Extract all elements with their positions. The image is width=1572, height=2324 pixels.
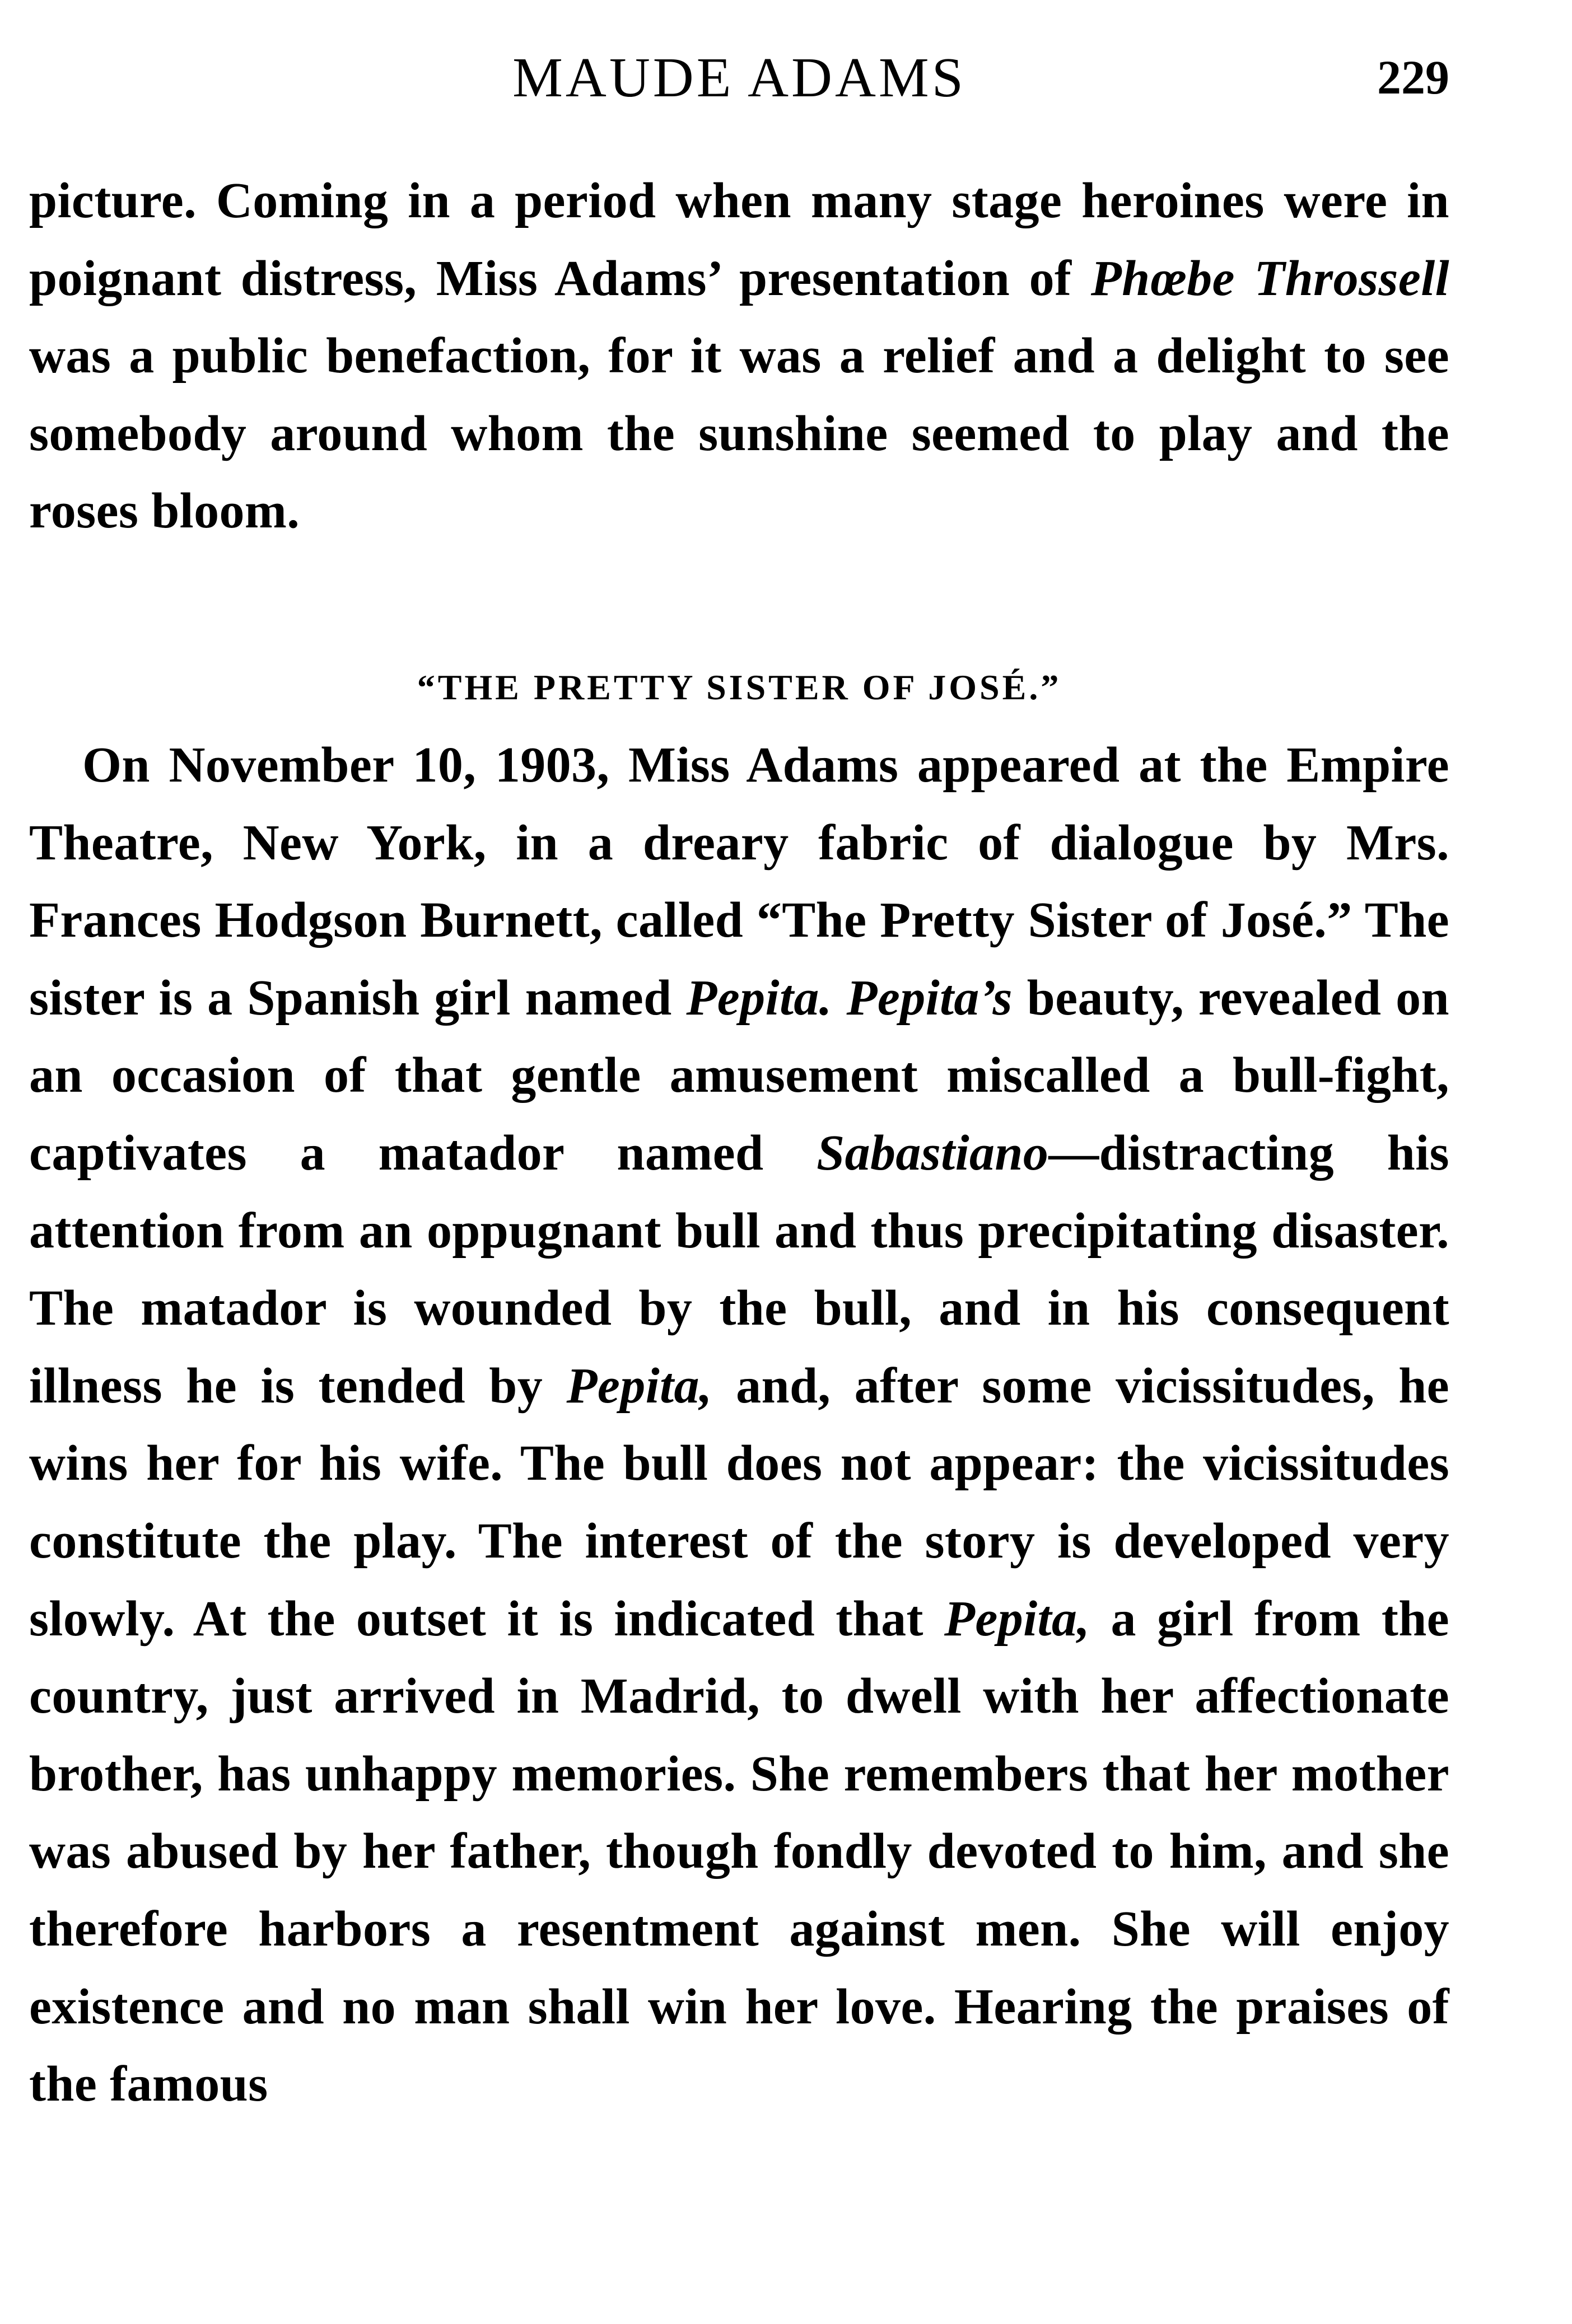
paragraph-2-text-3: beauty, revealed on an occasion of that gentle amusement miscalled a bull-fight, captivates a matador named xyxy=(29,970,1449,1181)
paragraph-1-text-1: picture. Coming in a period when many stage heroines were in poignant distress, Miss Adams’ presentation of xyxy=(29,173,1449,306)
paragraph-2-text-6: a girl from the country, just arrived in Madrid, to dwell with her affectionate brother, has unhappy memories. She remembers that her mother was abused by her father, though fondly devoted to him, and she therefore harbors a resentment against men. She will enjoy existence and no man shall win her love. Hearing the praises of the famous xyxy=(29,1591,1449,2112)
paragraph-2-italic-sabastiano: Sabastiano xyxy=(817,1125,1049,1181)
paragraph-2 xyxy=(29,727,1449,2124)
paragraph-2-italic-pepitas: Pepita’s xyxy=(846,970,1013,1026)
paragraph-2-text-1: On November 10, 1903, Miss Adams appeared at the Empire Theatre, New York, in a dreary fabric of dialogue by Mrs. Frances Hodgson Burnett, called “The Pretty Sister of José.” The sister is a Spanish girl named xyxy=(29,737,1449,1026)
paragraph-2-text-2 xyxy=(832,970,847,1026)
running-head xyxy=(29,44,1449,111)
paragraph-2-italic-pepita-3: Pepita, xyxy=(944,1591,1090,1647)
paragraph-2-text-5: and, after some vicissitudes, he wins her for his wife. The bull does not appear: the vicissitudes constitute the play. The interest of the story is developed very slowly. At the outset it is indicated that xyxy=(29,1358,1449,1647)
paragraph-1 xyxy=(29,162,1449,550)
running-head-title: MAUDE ADAMS xyxy=(512,46,966,109)
paragraph-1-text-2: was a public benefaction, for it was a relief and a delight to see somebody around whom the sunshine seemed to play and the roses bloom. xyxy=(29,328,1449,539)
paragraph-2-text-4: —distracting his attention from an oppugnant bull and thus precipitating disaster. The matador is wounded by the bull, and in his consequent illness he is tended by xyxy=(29,1125,1449,1414)
paragraph-2-italic-pepita-1: Pepita. xyxy=(686,970,832,1026)
paragraph-2-italic-pepita-2: Pepita, xyxy=(566,1358,712,1414)
book-page xyxy=(29,0,1449,2324)
paragraph-1-italic-phoebe-throssell: Phœbe Throssell xyxy=(1090,250,1450,306)
page-number: 229 xyxy=(1377,50,1449,104)
section-heading: “THE PRETTY SISTER OF JOSÉ.” xyxy=(417,667,1062,707)
